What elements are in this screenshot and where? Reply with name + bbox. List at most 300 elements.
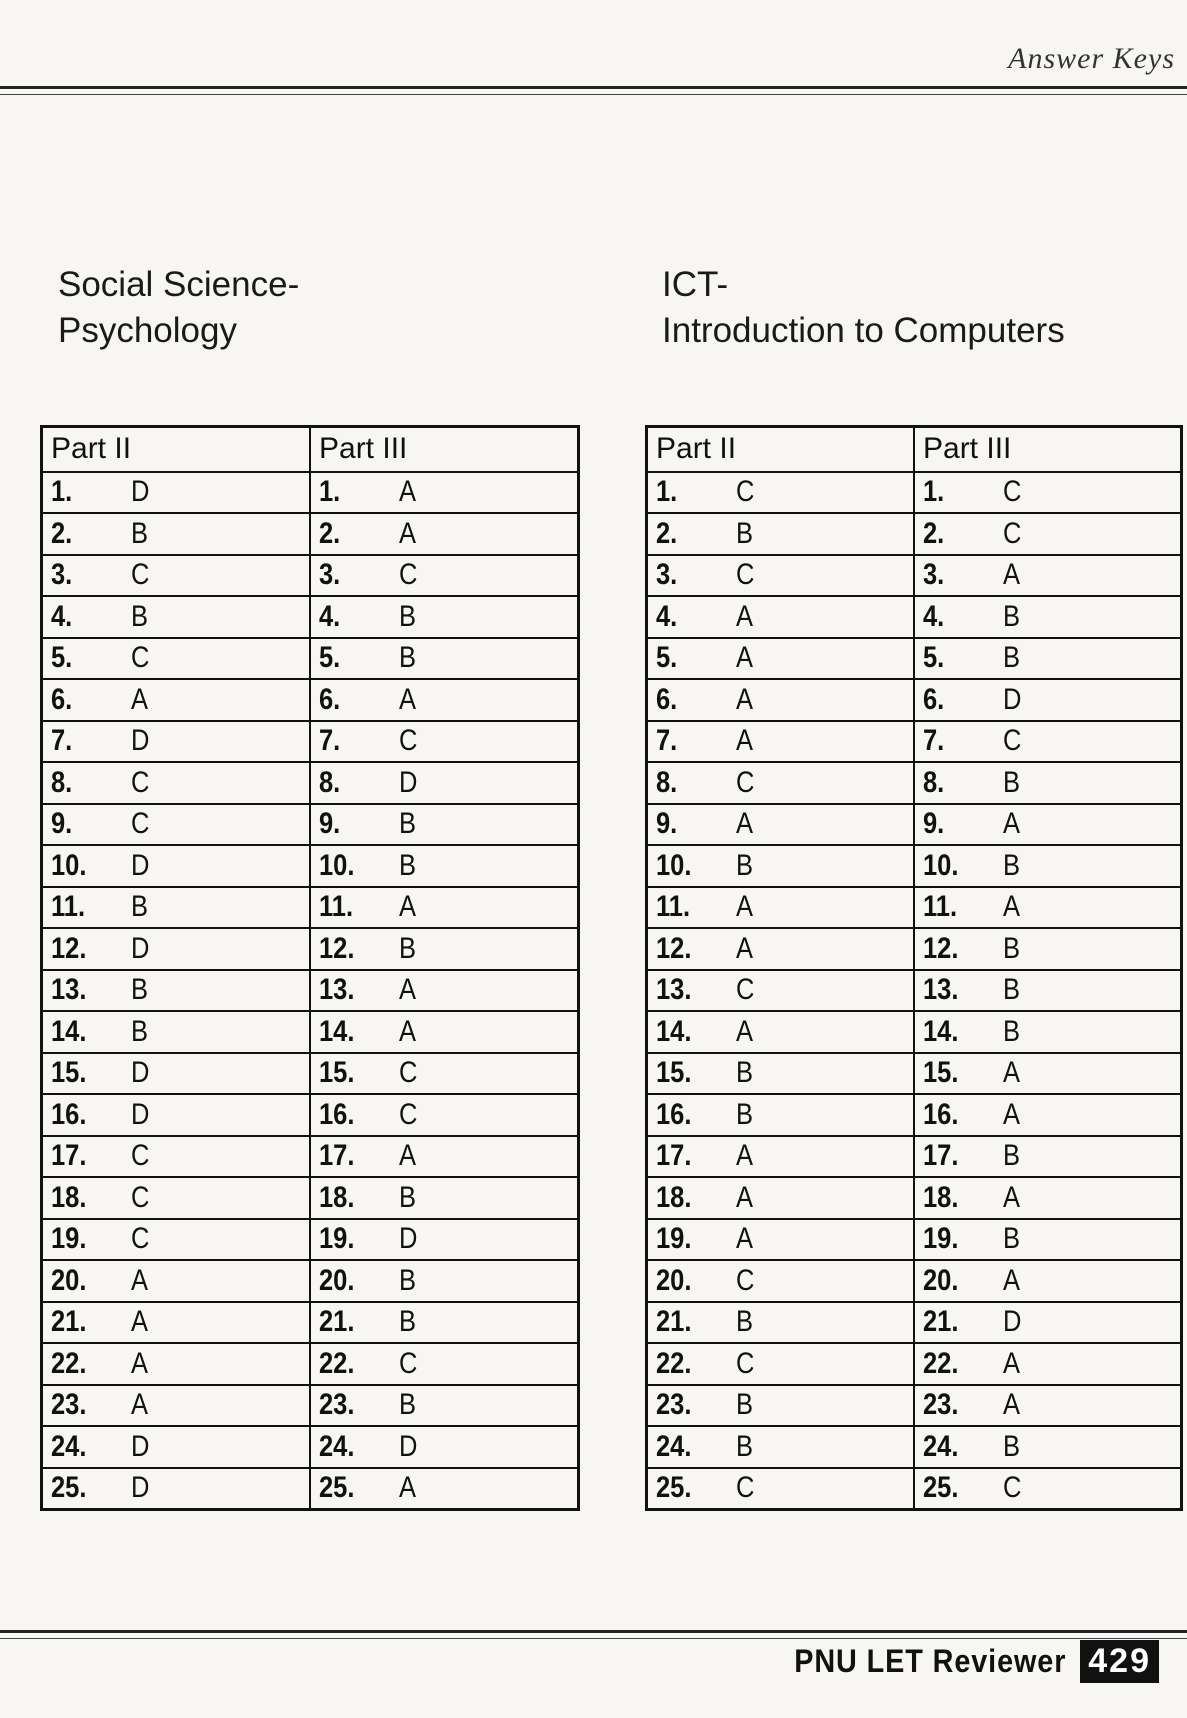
answer-letter: C [1003,475,1022,509]
answer-letter: A [131,682,149,716]
item-number: 7. [319,724,341,758]
part3-cell [914,1302,1182,1344]
item-number: 13. [656,973,692,1007]
answer-letter: A [736,890,754,924]
answer-letter: D [1003,1305,1022,1339]
part2-cell [647,804,915,846]
item-number: 10. [51,848,87,882]
item-number: 5. [51,641,73,675]
item-number: 8. [51,765,73,799]
table-row [647,555,1182,597]
part2-cell [42,596,311,638]
answer-letter: B [399,1180,417,1214]
table-row [647,472,1182,514]
item-number: 16. [51,1097,87,1131]
item-number: 8. [923,765,945,799]
answer-letter: D [399,1429,418,1463]
item-number: 13. [923,973,959,1007]
item-number: 21. [51,1305,87,1339]
part2-cell [42,472,311,514]
part2-cell [647,1094,915,1136]
answer-letter: A [736,1180,754,1214]
item-number: 10. [656,848,692,882]
part2-cell [647,1260,915,1302]
part2-cell [42,970,311,1012]
item-number: 12. [923,931,959,965]
section-title-ict [662,262,1065,354]
item-number: 15. [923,1056,959,1090]
table-row [42,679,579,721]
part2-cell [647,1177,915,1219]
answer-letter: A [399,516,417,550]
part2-cell [647,928,915,970]
table-row [647,1468,1182,1510]
answer-letter: A [736,807,754,841]
answer-letter: C [736,765,755,799]
answer-letter: B [1003,599,1021,633]
answer-letter: A [736,1014,754,1048]
item-number: 12. [319,931,355,965]
item-number: 8. [319,765,341,799]
part3-cell [914,679,1182,721]
section-title-line1: ICT- [662,265,729,304]
answer-letter: B [399,1388,417,1422]
answer-letter: D [399,1222,418,1256]
part3-cell [310,1136,579,1178]
part3-cell [310,638,579,680]
item-number: 2. [923,516,945,550]
answer-letter: B [399,807,417,841]
item-number: 2. [656,516,678,550]
page-number: 429 [1080,1640,1159,1683]
table-row [42,970,579,1012]
answer-letter: C [736,1263,755,1297]
part3-cell [914,928,1182,970]
part2-cell [647,472,915,514]
item-number: 15. [319,1056,355,1090]
part3-cell [914,721,1182,763]
item-number: 20. [51,1263,87,1297]
answer-letter: B [736,1429,754,1463]
table-row [42,721,579,763]
item-number: 2. [319,516,341,550]
table-row [42,1468,579,1510]
item-number: 16. [319,1097,355,1131]
item-number: 18. [319,1180,355,1214]
table-row [42,928,579,970]
answer-letter: B [736,1305,754,1339]
part2-cell [42,845,311,887]
item-number: 15. [656,1056,692,1090]
part3-cell [310,1468,579,1510]
table-row [647,845,1182,887]
item-number: 11. [923,890,958,924]
part2-cell [42,1177,311,1219]
answer-letter: A [131,1305,149,1339]
part3-cell [310,1302,579,1344]
answer-letter: B [736,1056,754,1090]
item-number: 2. [51,516,73,550]
item-number: 14. [656,1014,692,1048]
answer-letter: B [399,1305,417,1339]
item-number: 18. [656,1180,692,1214]
item-number: 25. [923,1471,959,1504]
table-row [647,887,1182,929]
part2-cell [42,1426,311,1468]
table-row [647,721,1182,763]
answer-letter: A [131,1263,149,1297]
table-row [647,1136,1182,1178]
table-row [42,1219,579,1261]
part3-cell [914,1343,1182,1385]
part3-cell [310,596,579,638]
item-number: 6. [923,682,945,716]
top-rule [0,86,1187,95]
part2-cell [647,596,915,638]
item-number: 10. [923,848,959,882]
part3-cell [310,1385,579,1427]
item-number: 14. [923,1014,959,1048]
answer-letter: D [131,848,150,882]
part2-cell [647,555,915,597]
answer-letter: B [399,641,417,675]
answer-letter: B [736,1388,754,1422]
footer-label: PNU LET Reviewer [794,1643,1067,1679]
item-number: 17. [656,1139,692,1173]
item-number: 19. [51,1222,87,1256]
item-number: 1. [51,475,73,509]
answer-letter: B [399,931,417,965]
answer-letter: C [1003,516,1022,550]
answer-letter: B [131,599,149,633]
part3-cell [914,1385,1182,1427]
table-row [42,887,579,929]
column-header-part2: Part II [42,427,311,472]
part3-cell [310,1343,579,1385]
part2-cell [42,513,311,555]
bottom-rule [0,1630,1187,1639]
answer-letter: D [131,931,150,965]
answer-letter: C [736,973,755,1007]
answer-letter: A [1003,1056,1021,1090]
section-title-social-science [58,262,299,354]
part2-cell [42,1260,311,1302]
table-row [647,1011,1182,1053]
answer-letter: B [1003,765,1021,799]
table-row [42,596,579,638]
item-number: 18. [923,1180,959,1214]
part2-cell [42,804,311,846]
answer-letter: A [399,1014,417,1048]
item-number: 3. [319,558,341,592]
column-header-part2: Part II [647,427,915,472]
item-number: 9. [319,807,341,841]
answer-letter: C [399,1346,418,1380]
table-row [647,762,1182,804]
part2-cell [647,638,915,680]
part3-cell [914,472,1182,514]
answer-letter: C [131,641,150,675]
table-header-row [42,427,579,472]
part3-cell [914,596,1182,638]
table-row [647,1094,1182,1136]
part3-cell [914,1011,1182,1053]
part2-cell [42,887,311,929]
part3-cell [914,1426,1182,1468]
part3-cell [310,513,579,555]
section-title-line2: Introduction to Computers [662,311,1065,350]
item-number: 9. [656,807,678,841]
item-number: 25. [319,1471,355,1504]
item-number: 4. [319,599,341,633]
answer-letter: B [1003,848,1021,882]
answer-letter: C [131,765,150,799]
table-row [42,1302,579,1344]
part3-cell [914,1260,1182,1302]
table-row [42,1343,579,1385]
item-number: 25. [51,1471,87,1504]
item-number: 23. [51,1388,87,1422]
part3-cell [914,1177,1182,1219]
item-number: 24. [923,1429,959,1463]
answer-letter: A [736,641,754,675]
item-number: 22. [51,1346,87,1380]
part3-cell [310,1094,579,1136]
part2-cell [42,762,311,804]
part3-cell [310,1011,579,1053]
item-number: 12. [51,931,87,965]
item-number: 4. [51,599,73,633]
answer-letter: B [131,890,149,924]
item-number: 12. [656,931,692,965]
answer-letter: B [399,599,417,633]
answer-letter: A [399,890,417,924]
answer-letter: B [399,848,417,882]
item-number: 20. [656,1263,692,1297]
item-number: 19. [656,1222,692,1256]
part3-cell [914,1219,1182,1261]
item-number: 9. [51,807,73,841]
answer-letter: B [1003,1222,1021,1256]
table-row [42,1260,579,1302]
answer-letter: B [1003,1014,1021,1048]
item-number: 17. [923,1139,959,1173]
item-number: 7. [923,724,945,758]
item-number: 18. [51,1180,87,1214]
part2-cell [42,1011,311,1053]
item-number: 24. [51,1429,87,1463]
table-row [647,638,1182,680]
part3-cell [310,887,579,929]
part2-cell [42,1468,311,1510]
answer-letter: C [1003,1471,1022,1504]
answer-letter: C [1003,724,1022,758]
answer-letter: D [131,1056,150,1090]
section-title-line2: Psychology [58,311,237,350]
item-number: 11. [319,890,354,924]
table-row [647,928,1182,970]
item-number: 16. [656,1097,692,1131]
answer-letter: B [1003,1429,1021,1463]
item-number: 23. [923,1388,959,1422]
part3-cell [310,970,579,1012]
part3-cell [310,721,579,763]
part3-cell [914,970,1182,1012]
part3-cell [310,845,579,887]
part2-cell [42,1136,311,1178]
part2-cell [42,679,311,721]
answer-letter: B [131,973,149,1007]
part3-cell [914,1053,1182,1095]
answer-letter: A [1003,1097,1021,1131]
item-number: 6. [319,682,341,716]
answer-letter: B [736,1097,754,1131]
item-number: 11. [656,890,691,924]
part3-cell [310,1260,579,1302]
part3-cell [914,513,1182,555]
item-number: 21. [319,1305,355,1339]
part2-cell [42,1302,311,1344]
table-row [42,555,579,597]
answer-letter: B [736,848,754,882]
part2-cell [647,1136,915,1178]
answer-letter: A [736,682,754,716]
answer-letter: C [399,1097,418,1131]
page-footer [764,1640,1159,1683]
table-row [647,1219,1182,1261]
table-row [42,513,579,555]
item-number: 15. [51,1056,87,1090]
table-row [42,1177,579,1219]
answer-letter: A [736,724,754,758]
part3-cell [914,762,1182,804]
answer-letter: D [131,1097,150,1131]
part3-cell [914,555,1182,597]
item-number: 14. [319,1014,355,1048]
table-row [647,970,1182,1012]
answer-letter: A [736,1139,754,1173]
item-number: 3. [656,558,678,592]
answer-letter: A [131,1388,149,1422]
item-number: 7. [656,724,678,758]
item-number: 1. [319,475,341,509]
part2-cell [42,1053,311,1095]
item-number: 13. [319,973,355,1007]
answer-letter: D [131,1429,150,1463]
table-row [647,679,1182,721]
item-number: 1. [656,475,678,509]
running-head: Answer Keys [1008,42,1175,75]
part3-cell [310,1053,579,1095]
part3-cell [310,472,579,514]
answer-letter: A [399,475,417,509]
answer-letter: C [131,1139,150,1173]
part2-cell [42,928,311,970]
table-row [42,1053,579,1095]
table-row [647,1053,1182,1095]
item-number: 1. [923,475,945,509]
answer-letter: C [736,1346,755,1380]
part2-cell [647,762,915,804]
item-number: 16. [923,1097,959,1131]
table-row [42,1385,579,1427]
item-number: 23. [319,1388,355,1422]
part2-cell [42,721,311,763]
part3-cell [914,638,1182,680]
item-number: 20. [319,1263,355,1297]
item-number: 20. [923,1263,959,1297]
item-number: 5. [656,641,678,675]
part2-cell [647,513,915,555]
part2-cell [647,1468,915,1510]
answer-letter: A [399,973,417,1007]
table-row [42,638,579,680]
item-number: 17. [51,1139,87,1173]
item-number: 7. [51,724,73,758]
part2-cell [647,1302,915,1344]
part3-cell [310,679,579,721]
table-row [42,472,579,514]
answer-letter: A [736,931,754,965]
item-number: 5. [319,641,341,675]
answer-letter: A [1003,1263,1021,1297]
item-number: 5. [923,641,945,675]
item-number: 9. [923,807,945,841]
part2-cell [647,1011,915,1053]
column-header-part3: Part III [310,427,579,472]
table-row [42,845,579,887]
table-row [42,1094,579,1136]
answer-letter: A [1003,1388,1021,1422]
part2-cell [42,1219,311,1261]
answer-letter: A [1003,1346,1021,1380]
part2-cell [42,638,311,680]
item-number: 4. [656,599,678,633]
answer-letter: C [399,558,418,592]
table-row [647,1302,1182,1344]
part3-cell [310,1219,579,1261]
table-row [42,804,579,846]
answer-letter: C [736,558,755,592]
answer-letter: A [1003,807,1021,841]
answer-letter: C [736,475,755,509]
part2-cell [647,887,915,929]
answer-letter: C [131,807,150,841]
item-number: 21. [656,1305,692,1339]
item-number: 24. [656,1429,692,1463]
item-number: 8. [656,765,678,799]
part2-cell [647,970,915,1012]
answer-letter: A [1003,558,1021,592]
answer-letter: B [1003,973,1021,1007]
item-number: 17. [319,1139,355,1173]
item-number: 23. [656,1388,692,1422]
item-number: 22. [656,1346,692,1380]
table-row [647,1385,1182,1427]
answer-letter: B [399,1263,417,1297]
part3-cell [310,1426,579,1468]
item-number: 6. [51,682,73,716]
part3-cell [914,1468,1182,1510]
part2-cell [42,1094,311,1136]
item-number: 10. [319,848,355,882]
item-number: 4. [923,599,945,633]
item-number: 22. [319,1346,355,1380]
section-title-line1: Social Science- [58,265,300,304]
table-row [647,1177,1182,1219]
table-row [647,1426,1182,1468]
answer-letter: A [736,599,754,633]
